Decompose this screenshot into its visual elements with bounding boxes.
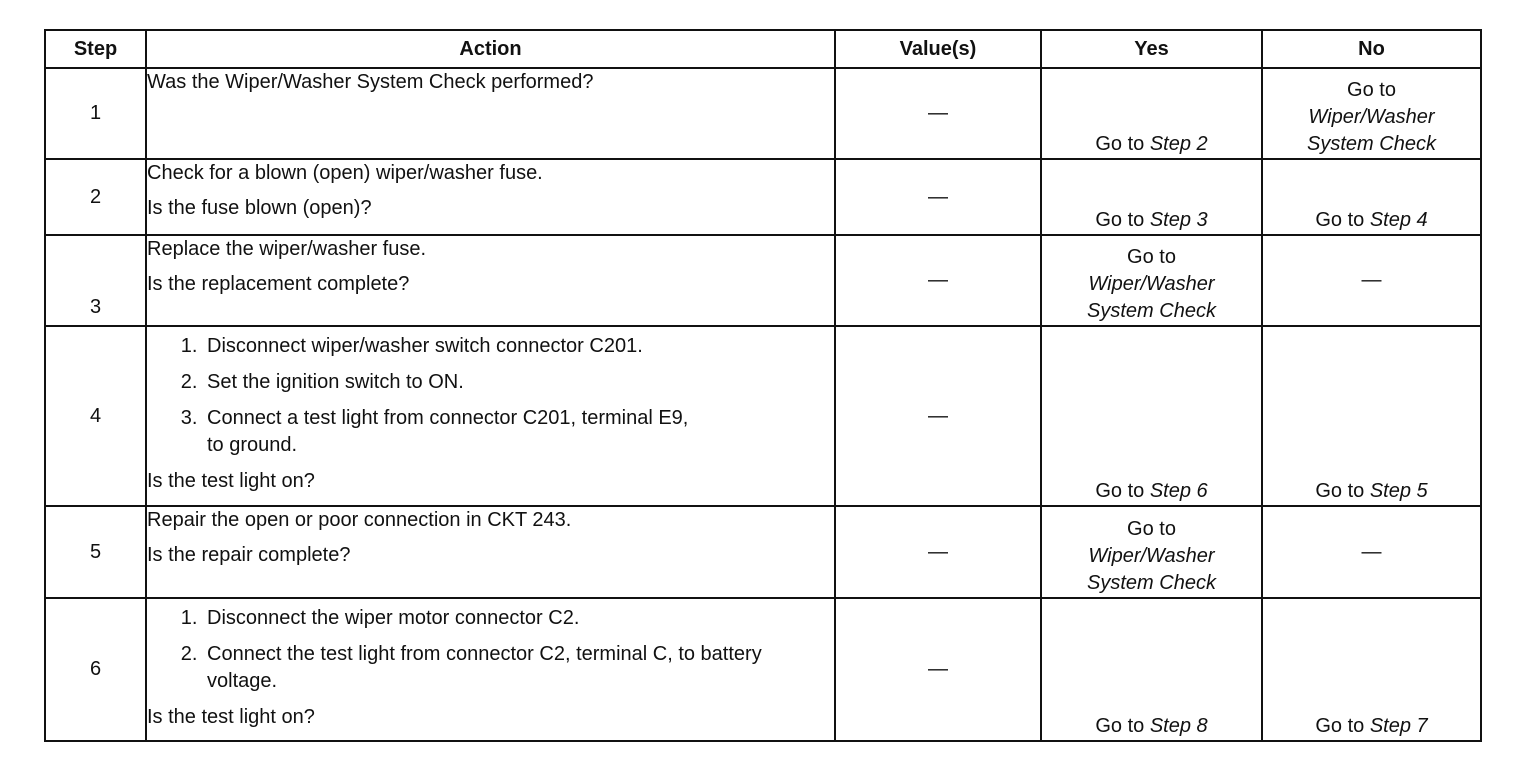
go-to-target: System Check: [1307, 133, 1436, 155]
diagnostic-table: [44, 29, 1482, 742]
action-question: Is the test light on?: [147, 706, 315, 728]
value-cell: —: [835, 235, 1041, 326]
action-question: Is the repair complete?: [147, 544, 351, 566]
table-row: [45, 598, 1481, 741]
list-item: 2. Set the ignition switch to ON.: [203, 369, 834, 396]
go-to-target: Step 8: [1149, 715, 1208, 737]
yes-cell: [1041, 326, 1262, 506]
go-to-target: Step 7: [1369, 715, 1428, 737]
step-number: 3: [45, 235, 146, 326]
go-to-target: Step 4: [1369, 209, 1428, 231]
step-number: 6: [45, 598, 146, 741]
procedure-list: [147, 333, 834, 459]
no-cell: —: [1262, 235, 1481, 326]
go-to-prefix: Go to: [1315, 480, 1370, 502]
value-cell: —: [835, 326, 1041, 506]
list-item: 2. Connect the test light from connector C2, terminal C, to battery voltage.: [203, 641, 807, 695]
go-to-prefix: Go to: [1095, 209, 1150, 231]
go-to-prefix: Go to: [1127, 518, 1176, 540]
action-cell: [146, 159, 835, 235]
action-text: Check for a blown (open) wiper/washer fuse.: [147, 162, 543, 184]
yes-cell: [1041, 159, 1262, 235]
no-cell: —: [1262, 506, 1481, 598]
value-cell: —: [835, 506, 1041, 598]
action-question: Is the fuse blown (open)?: [147, 197, 372, 219]
table-row: [45, 326, 1481, 506]
header-no: No: [1262, 30, 1481, 68]
yes-cell: [1041, 68, 1262, 159]
header-yes: Yes: [1041, 30, 1262, 68]
go-to-target: Wiper/Washer: [1088, 545, 1215, 567]
go-to-prefix: Go to: [1127, 246, 1176, 268]
go-to-prefix: Go to: [1315, 209, 1370, 231]
step-number: 1: [45, 68, 146, 159]
table-row: [45, 506, 1481, 598]
table-row: [45, 68, 1481, 159]
no-cell: [1262, 159, 1481, 235]
action-question: Is the replacement complete?: [147, 273, 410, 295]
table-row: [45, 235, 1481, 326]
go-to-prefix: Go to: [1095, 133, 1150, 155]
list-item: 3. Connect a test light from connector C201, terminal E9, to ground.: [203, 405, 697, 459]
value-cell: —: [835, 159, 1041, 235]
no-cell: [1262, 68, 1481, 159]
action-text: Repair the open or poor connection in CKT 243.: [147, 509, 572, 531]
go-to-prefix: Go to: [1095, 715, 1150, 737]
step-number: 2: [45, 159, 146, 235]
go-to-target: Step 5: [1369, 480, 1428, 502]
step-number: 4: [45, 326, 146, 506]
action-cell: [146, 326, 835, 506]
value-cell: —: [835, 68, 1041, 159]
action-question: Is the test light on?: [147, 470, 315, 492]
go-to-target: Wiper/Washer: [1088, 273, 1215, 295]
list-item: 1. Disconnect the wiper motor connector C2.: [203, 605, 834, 632]
action-cell: [146, 235, 835, 326]
go-to-target: Wiper/Washer: [1308, 106, 1435, 128]
action-text: Replace the wiper/washer fuse.: [147, 238, 427, 260]
header-step: Step: [45, 30, 146, 68]
list-item: 1. Disconnect wiper/washer switch connector C201.: [203, 333, 834, 360]
action-cell: [146, 506, 835, 598]
yes-cell: [1041, 235, 1262, 326]
procedure-list: [147, 605, 834, 695]
no-cell: [1262, 598, 1481, 741]
action-cell: [146, 598, 835, 741]
yes-cell: [1041, 598, 1262, 741]
go-to-prefix: Go to: [1347, 79, 1396, 101]
action-cell: [146, 68, 835, 159]
value-cell: —: [835, 598, 1041, 741]
no-cell: [1262, 326, 1481, 506]
go-to-prefix: Go to: [1315, 715, 1370, 737]
action-text: Was the Wiper/Washer System Check performed?: [147, 71, 594, 93]
step-number: 5: [45, 506, 146, 598]
go-to-prefix: Go to: [1095, 480, 1150, 502]
yes-cell: [1041, 506, 1262, 598]
table-row: [45, 159, 1481, 235]
header-values: Value(s): [835, 30, 1041, 68]
go-to-target: Step 3: [1149, 209, 1208, 231]
header-action: Action: [146, 30, 835, 68]
go-to-target: System Check: [1087, 300, 1216, 322]
go-to-target: Step 6: [1149, 480, 1208, 502]
table-header-row: [45, 30, 1481, 68]
go-to-target: System Check: [1087, 572, 1216, 594]
go-to-target: Step 2: [1149, 133, 1208, 155]
